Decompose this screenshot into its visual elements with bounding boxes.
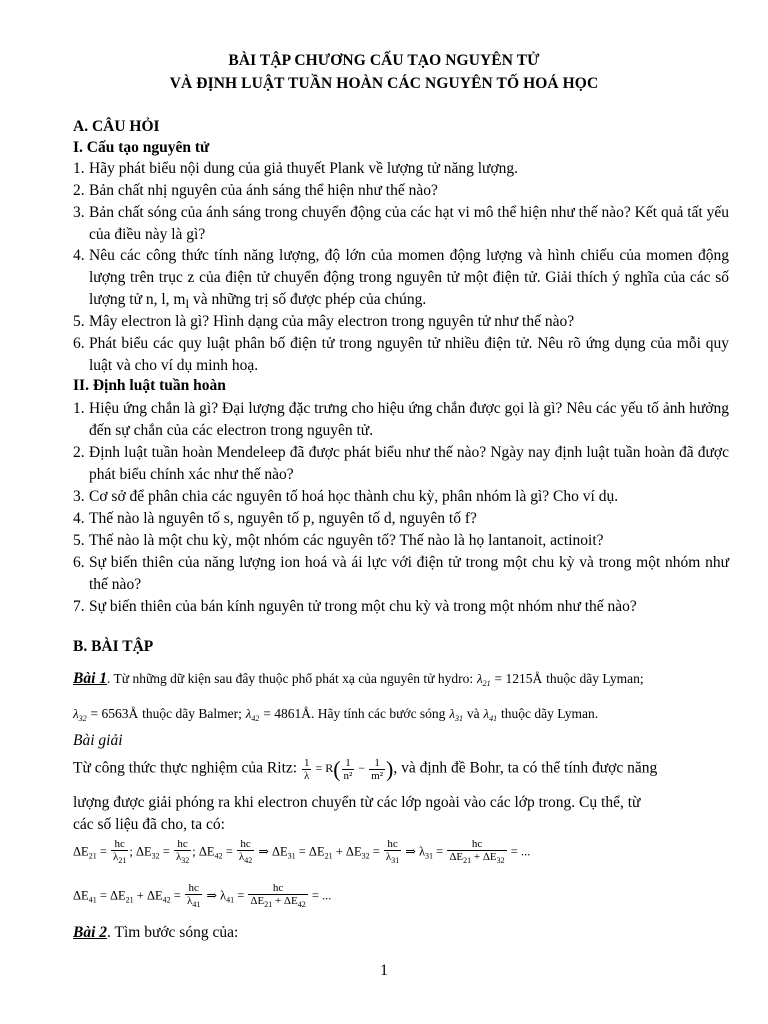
list-item: [73, 245, 729, 315]
lambda-32-symbol: $\lambda_{32}$: [73, 706, 87, 723]
lambda-31-symbol: $\lambda_{31}$: [449, 706, 463, 723]
list-item: [73, 486, 729, 508]
item-text: Sự biến thiên của năng lượng ion hoá và ái lực với điện tử trong một chu kỳ và trong một nhóm như thế nào?: [89, 554, 729, 593]
item-text: Thế nào là nguyên tố s, nguyên tố p, nguyên tố d, nguyên tố f?: [89, 510, 477, 527]
list-item: [73, 442, 729, 486]
lyman-end: thuộc dãy Lyman.: [500, 706, 599, 721]
item-number: 6.: [73, 554, 85, 571]
list-item: [73, 530, 729, 552]
bai1-line1: [73, 668, 713, 695]
item-text: Mây electron là gì? Hình dạng của mây electron trong nguyên tử như thế nào?: [89, 313, 575, 330]
item-subscript: l: [185, 296, 190, 312]
item-text: Bản chất sóng của ánh sáng trong chuyển động của các hạt vi mô thể hiện như thế nào? Kết quả tất yếu của điều này là gì?: [89, 204, 729, 243]
ritz-after: , và định đề Bohr, ta có thể tính được năng: [393, 759, 658, 777]
equation-line-2: $\Delta E_{41} = \Delta E_{21} + \Delta E_{42}$ = $\frac{hc}{\lambda_{41}}$ ⇒ $\lambda_{41}$ = $\frac{hc}{\Delta E_{21} + \Delta E_{42}}$ = ...: [73, 882, 332, 909]
bai1-label: Bài 1: [73, 670, 108, 687]
item-number: 5.: [73, 532, 85, 549]
item-text: Sự biến thiên của bán kính nguyên tử trong một chu kỳ và trong một nhóm như thế nào?: [89, 598, 637, 615]
list-item: [73, 202, 729, 246]
list-item: [73, 398, 729, 442]
solution-text: lượng được giải phóng ra khi electron chuyển từ các lớp ngoài vào các lớp trong. Cụ thể, từ: [73, 794, 641, 811]
lambda-41-symbol: $\lambda_{41}$: [483, 706, 498, 723]
lambda-31-sub: 31: [454, 714, 463, 723]
angstrom-unit: Å: [128, 706, 139, 721]
list-item: [73, 158, 729, 180]
item-number: 4.: [73, 510, 85, 527]
item-number: 5.: [73, 313, 85, 330]
doc-title-line1: BÀI TẬP CHƯƠNG CẤU TẠO NGUYÊN TỬ: [228, 52, 540, 69]
lambda-42-sub: 42: [251, 714, 260, 723]
angstrom-unit: Å: [532, 671, 543, 686]
part2-heading: II. Định luật tuần hoàn: [73, 377, 226, 394]
lambda-21-value: = 1215: [494, 671, 533, 686]
item-text: Phát biểu các quy luật phân bố điện tử trong nguyên tử nhiều điện tử. Nêu rõ ứng dụng của mỗi quy luật và cho ví dụ minh hoạ.: [89, 335, 729, 374]
bai2-text: . Tìm bước sóng của:: [107, 924, 239, 941]
item-text: và những trị số được phép của chúng.: [189, 291, 427, 308]
lyman-label: thuộc dãy Lyman;: [546, 671, 644, 686]
item-number: 1.: [73, 400, 85, 417]
item-text: Cơ sở để phân chia các nguyên tố hoá học thành chu kỳ, phân nhóm là gì? Cho ví dụ.: [89, 488, 619, 505]
item-number: 3.: [73, 488, 85, 505]
item-text: Bản chất nhị nguyên của ánh sáng thể hiện như thế nào?: [89, 182, 438, 199]
item-text: Hãy phát biểu nội dung của giả thuyết Plank về lượng tử năng lượng.: [89, 160, 519, 177]
item-number: 2.: [73, 444, 85, 461]
solution-label: Bài giải: [73, 732, 123, 749]
item-text: Định luật tuần hoàn Mendeleep đã được phát biểu như thế nào? Ngày nay định luật tuần hoàn đã được phát biểu chính xác như thế nào?: [89, 444, 729, 483]
item-number: 4.: [73, 247, 85, 264]
bai2-label: Bài 2: [73, 924, 108, 941]
list-item: [73, 596, 729, 618]
item-number: 7.: [73, 598, 85, 615]
lambda-42-value: = 4861: [263, 706, 302, 721]
list-item: [73, 552, 729, 596]
section-b-heading: B. BÀI TẬP: [73, 638, 154, 655]
list-item: [73, 180, 729, 202]
section-a-heading: A. CÂU HỎI: [73, 118, 160, 135]
item-number: 2.: [73, 182, 85, 199]
bai2-line: [73, 922, 713, 944]
angstrom-unit: Å: [301, 706, 312, 721]
ritz-intro: Từ công thức thực nghiệm của Ritz:: [73, 759, 298, 777]
item-number: 6.: [73, 335, 85, 352]
equation-line-1: $\Delta E_{21}$ = $\frac{hc}{\lambda_{21}}$ ; $\Delta E_{32}$ = $\frac{hc}{\lambda_{32}}$ ; $\Delta E_{42}$ = $\frac{hc}{\lambda_{42}}$ ⇒ $\Delta E_{31} = \Delta E_{21} + \Delta E_{32}$ = $\frac{hc}{\lambda_{31}}$ ⇒ $\lambda_{31}$ = $\frac{hc}{\Delta E_{21} + \Delta E_{32}}$ = ...: [73, 838, 531, 865]
balmer-label: thuộc dãy Balmer;: [142, 706, 242, 721]
bai1-line2: [73, 703, 713, 730]
ritz-line: [73, 757, 733, 782]
solution-text: các số liệu đã cho, ta có:: [73, 816, 225, 833]
doc-title-line2: VÀ ĐỊNH LUẬT TUẦN HOÀN CÁC NGUYÊN TỐ HOÁ HỌC: [169, 75, 599, 92]
lambda-32-sub: 32: [78, 714, 87, 723]
item-number: 1.: [73, 160, 85, 177]
ritz-formula: $\frac{1}{\lambda}$ = R( $\frac{1}{\text{n²}}$ − $\frac{1}{\text{m²}}$ ): [303, 756, 394, 782]
item-text: Nêu các công thức tính năng lượng, độ lớn của momen động lượng và hình chiếu của momen động lượng trên trục z của điện tử chuyển động trong nguyên tử một điện tử. Giải thích ý nghĩa của các số lượng tử n, l, m: [89, 247, 729, 308]
lambda-42-symbol: $\lambda_{42}$: [245, 706, 260, 723]
lambda-21-symbol: $\lambda_{21}$: [476, 671, 491, 688]
bai1-question: . Hãy tính các bước sóng: [311, 706, 446, 721]
and-word: và: [466, 706, 480, 721]
list-item: [73, 311, 729, 333]
lambda-21-sub: 21: [482, 679, 491, 688]
item-text: Thế nào là một chu kỳ, một nhóm các nguyên tố? Thế nào là họ lantanoit, actinoit?: [89, 532, 604, 549]
lambda-32-value: = 6563: [90, 706, 129, 721]
item-text: Hiệu ứng chắn là gì? Đại lượng đặc trưng cho hiệu ứng chắn được gọi là gì? Nêu các yếu tố ảnh hưởng đến sự chắn của các electron trong nguyên tử.: [89, 400, 729, 439]
lambda-41-sub: 41: [489, 714, 498, 723]
bai1-intro: . Từ những dữ kiện sau đây thuộc phổ phát xạ của nguyên tử hydro:: [107, 671, 474, 686]
list-item: [73, 333, 729, 377]
page-number: 1: [380, 962, 388, 979]
part1-heading: I. Cấu tạo nguyên tử: [73, 139, 210, 156]
item-number: 3.: [73, 204, 85, 221]
list-item: [73, 508, 729, 530]
